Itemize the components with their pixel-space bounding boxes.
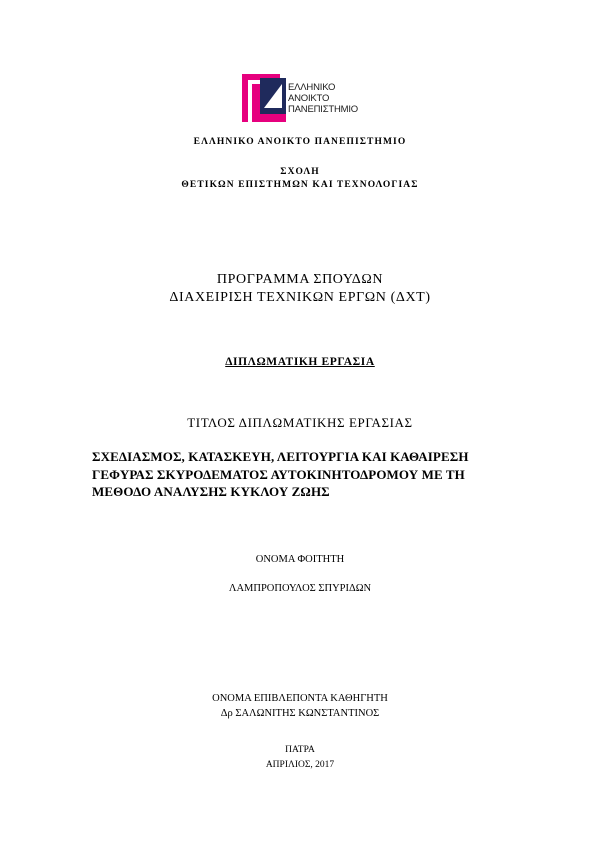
school-label: ΣΧΟΛΗ (280, 167, 320, 177)
thesis-title (92, 448, 522, 501)
program-label: ΠΡΟΓΡΑΜΜΑ ΣΠΟΥΔΩΝ (216, 272, 384, 287)
student-name: ΛΑΜΠΡΟΠΟΥΛΟΣ ΣΠΥΡΙΔΩΝ (228, 583, 372, 594)
logo-wordmark (288, 82, 358, 115)
thesis-title-label: ΤΙΤΛΟΣ ΔΙΠΛΩΜΑΤΙΚΗΣ ΕΡΓΑΣΙΑΣ (187, 415, 413, 430)
school-name: ΘΕΤΙΚΩΝ ΕΠΙΣΤΗΜΩΝ ΚΑΙ ΤΕΧΝΟΛΟΓΙΑΣ (181, 180, 419, 190)
supervisor-label: ΟΝΟΜΑ ΕΠΙΒΛΕΠΟΝΤΑ ΚΑΘΗΓΗΤΗ (212, 693, 388, 704)
date: ΑΠΡΙΛΙΟΣ, 2017 (265, 760, 335, 770)
thesis-title-line-3: ΜΕΘΟΔΟ ΑΝΑΛΥΣΗΣ ΚΥΚΛΟΥ ΖΩΗΣ (92, 484, 330, 499)
university-logo (242, 74, 364, 122)
supervisor-name: Δρ ΣΑΛΩΝΙΤΗΣ ΚΩΝΣΤΑΝΤΙΝΟΣ (220, 708, 380, 719)
thesis-title-line-2: ΓΕΦΥΡΑΣ ΣΚΥΡΟΔΕΜΑΤΟΣ ΑΥΤΟΚΙΝΗΤΟΔΡΟΜΟΥ ΜΕ ΤΗ (92, 466, 465, 482)
document-type: ΔΙΠΛΩΜΑΤΙΚΗ ΕΡΓΑΣΙΑ (225, 356, 375, 368)
university-name: ΕΛΛΗΝΙΚΟ ΑΝΟΙΚΤΟ ΠΑΝΕΠΙΣΤΗΜΙΟ (193, 137, 407, 147)
student-label: ΟΝΟΜΑ ΦΟΙΤΗΤΗ (255, 554, 345, 565)
logo-line-3: ΠΑΝΕΠΙΣΤΗΜΙΟ (288, 104, 358, 115)
logo-line-2: ΑΝΟΙΚΤΟ (288, 93, 330, 104)
place: ΠΑΤΡΑ (285, 745, 315, 755)
thesis-title-line-1: ΣΧΕΔΙΑΣΜΟΣ, ΚΑΤΑΣΚΕΥΗ, ΛΕΙΤΟΥΡΓΙΑ ΚΑΙ ΚΑΘΑΙΡΕΣΗ (92, 449, 469, 464)
logo-emblem-icon (242, 74, 286, 122)
logo-line-1: ΕΛΛΗΝΙΚΟ (288, 82, 336, 93)
program-name: ΔΙΑΧΕΙΡΙΣΗ ΤΕΧΝΙΚΩΝ ΕΡΓΩΝ (ΔΧΤ) (169, 290, 431, 305)
